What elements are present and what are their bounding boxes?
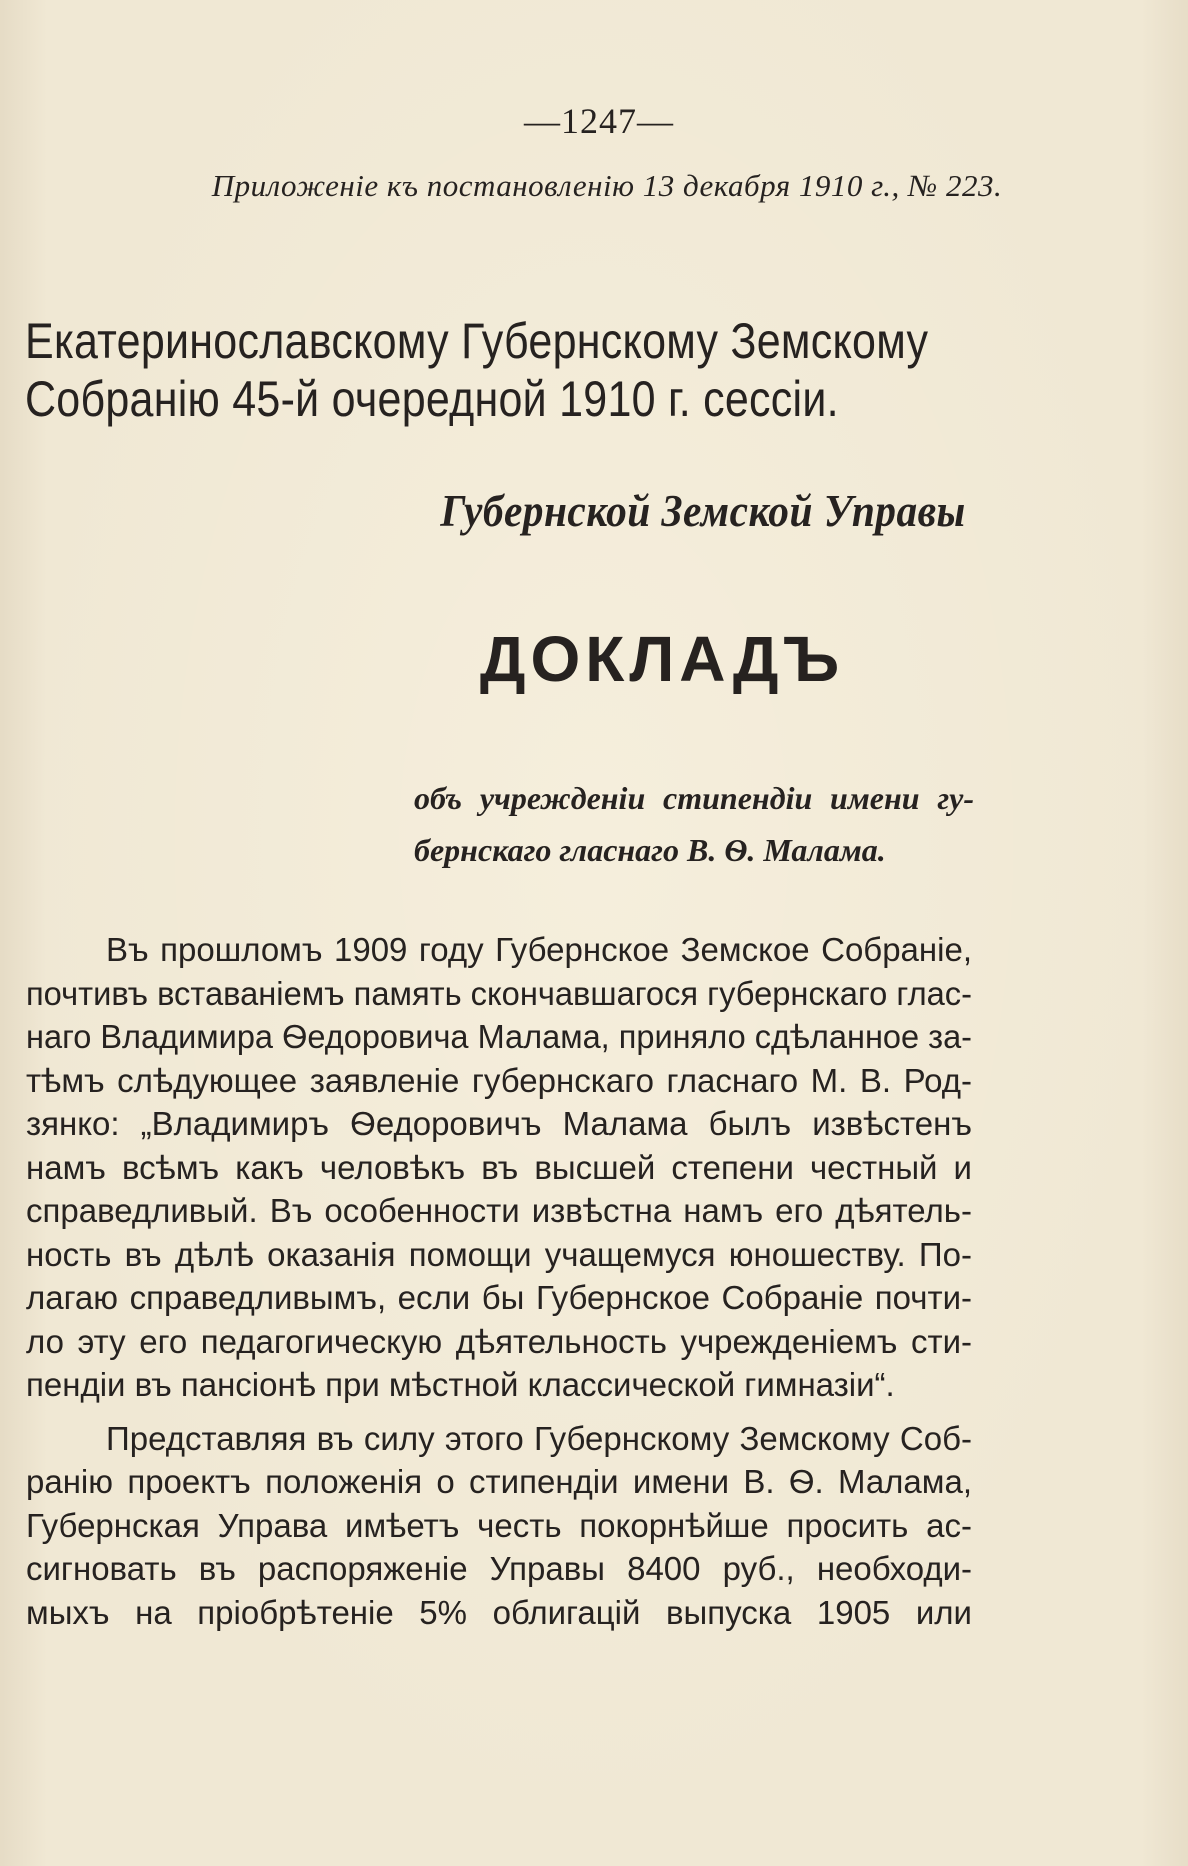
- paragraph: [26, 928, 972, 1407]
- report-subject: [414, 772, 974, 876]
- subject-line-2: бернскаго гласнаго В. Ѳ. Малама.: [414, 832, 886, 868]
- addressee-line-1: Екатеринославскому Губернскому Земскому: [25, 313, 929, 369]
- document-title: ДОКЛАДЪ: [479, 623, 845, 695]
- text-line: пендiи въ пансiонѣ при мѣстной классической гимназiи“.: [26, 1366, 895, 1403]
- text-line: Представляя въ силу этого Губернскому Земскому Соб-: [106, 1419, 972, 1457]
- text-line: справедливый. Въ особенности извѣстна намъ его дѣятель-: [26, 1192, 972, 1229]
- subject-line-1: объ учрежденiи стипендiи имени гу-: [414, 780, 974, 816]
- report-body: [26, 928, 972, 1634]
- issuing-authority: Губернской Земской Управы: [440, 485, 966, 536]
- addressee-heading: [25, 312, 929, 428]
- text-line: ность въ дѣлѣ оказанiя помощи учащемуся юношеству. По-: [26, 1235, 972, 1273]
- text-line: сигновать въ распоряженiе Управы 8400 руб., необходи-: [26, 1550, 972, 1587]
- text-line: тѣмъ слѣдующее заявленiе губернскаго гласнаго М. В. Род-: [26, 1061, 972, 1099]
- text-line: Въ прошломъ 1909 году Губернское Земское Собранiе,: [106, 931, 972, 968]
- paragraph-gap: [26, 1407, 972, 1417]
- addressee-line-2: Собранiю 45-й очередной 1910 г. сессiи.: [25, 371, 839, 427]
- text-line: лагаю справедливымъ, если бы Губернское Собранiе почти-: [26, 1279, 972, 1316]
- page-number: —1247—: [524, 101, 674, 141]
- text-line: почтивъ вставанiемъ память скончавшагося губернскаго глас-: [26, 974, 972, 1012]
- text-line: наго Владимира Ѳедоровича Малама, приняло сдѣланное за-: [26, 1018, 972, 1055]
- text-line: мыхъ на прiобрѣтенiе 5% облигацiй выпуска 1905 или: [26, 1593, 972, 1631]
- text-line: ранiю проектъ положенiя о стипендiи имени В. Ѳ. Малама,: [26, 1463, 972, 1500]
- appendix-note: Приложенiе къ постановленiю 13 декабря 1910 г., № 223.: [211, 168, 1003, 203]
- paragraph: [26, 1417, 972, 1635]
- text-line: зянко: „Владимиръ Ѳедоровичъ Малама былъ извѣстенъ: [26, 1105, 972, 1142]
- text-line: ло эту его педагогическую дѣятельность учрежденiемъ сти-: [26, 1322, 972, 1360]
- text-line: намъ всѣмъ какъ человѣкъ въ высшей степени честный и: [26, 1148, 972, 1186]
- text-line: Губернская Управа имѣетъ честь покорнѣйше просить ас-: [26, 1506, 972, 1544]
